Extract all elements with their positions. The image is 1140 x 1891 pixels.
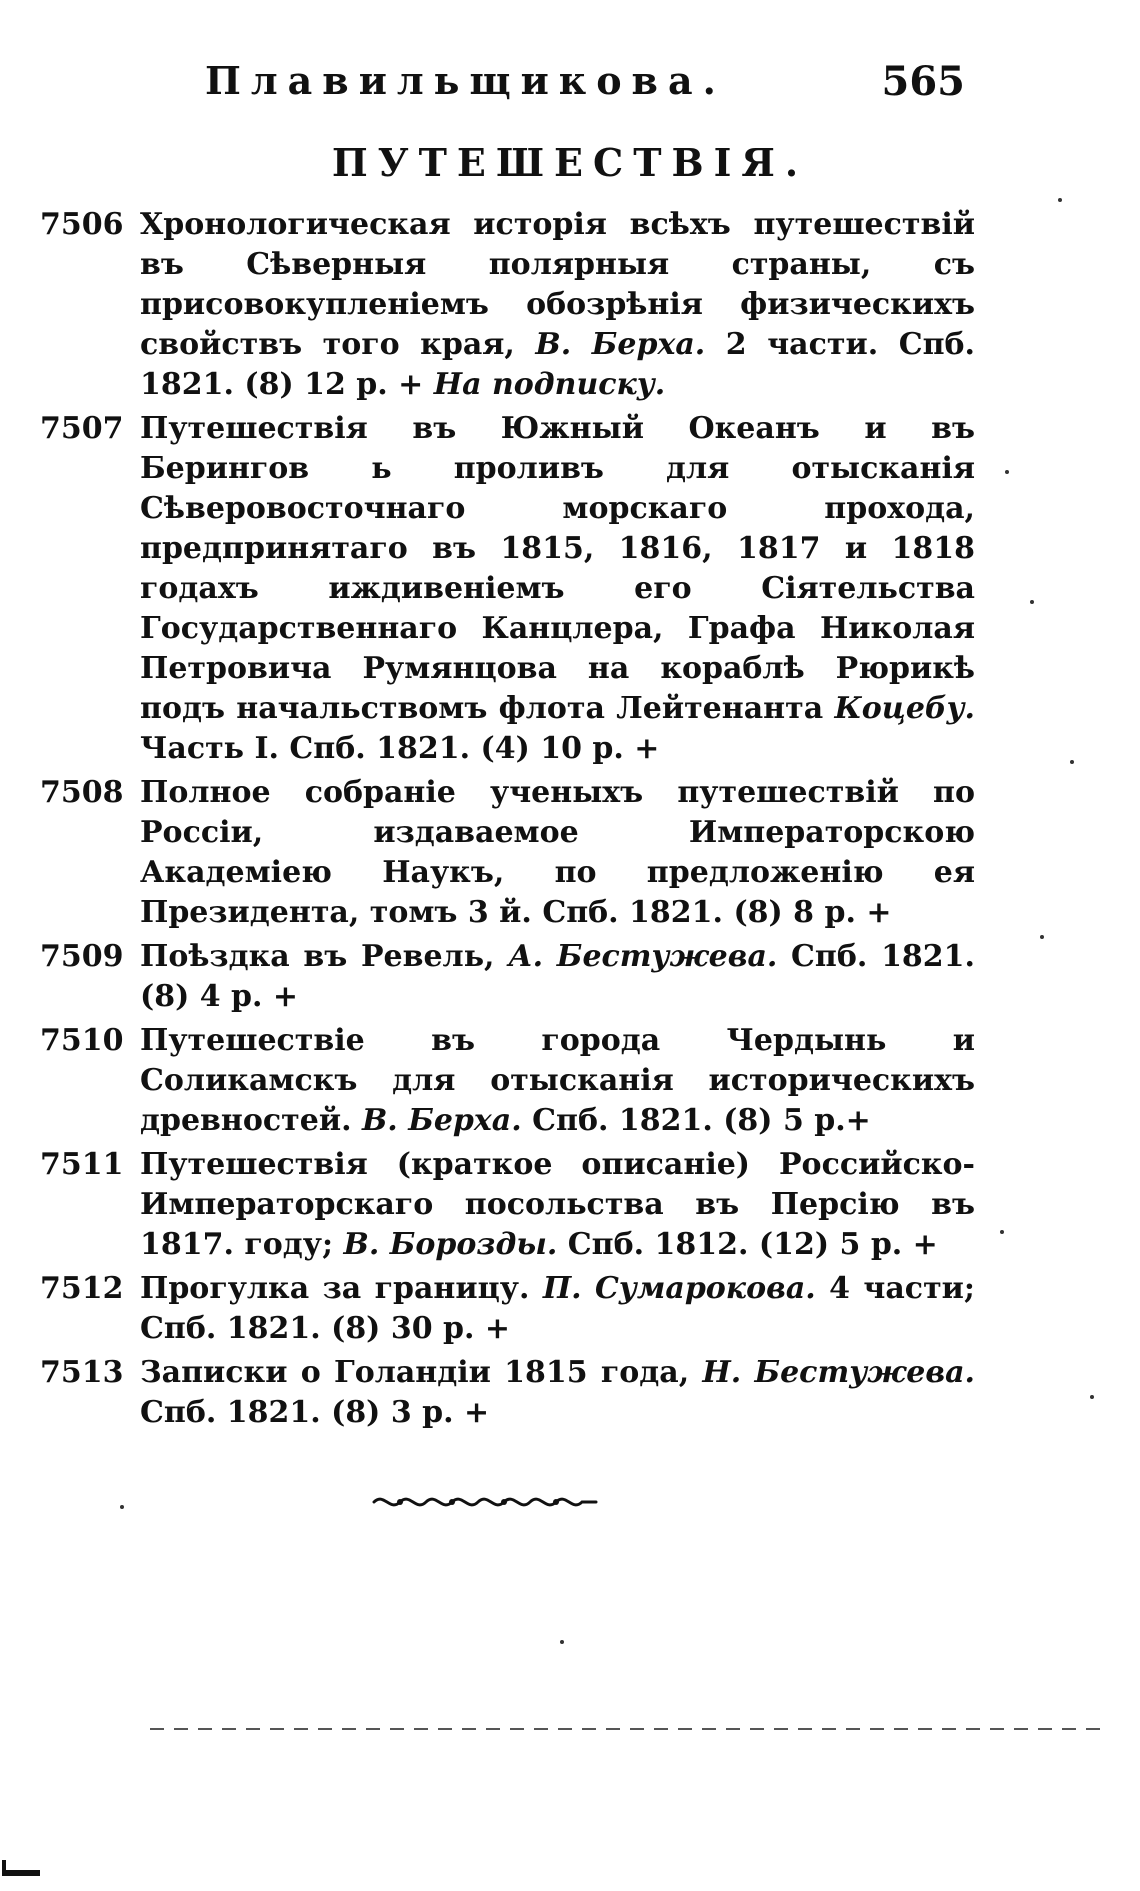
entry-number: 7510 [40, 1023, 124, 1058]
entry-text [140, 937, 975, 1017]
section-title: ПУТЕШЕСТВІЯ. [331, 140, 809, 185]
catalog-entry [40, 409, 975, 769]
catalog-entry [40, 1021, 975, 1141]
entry-details: 2 части. Спб. 1821. (8) 12 р. + [140, 327, 975, 402]
entry-title: Полное собраніе ученыхъ путешествій по Россіи, издаваемое Императорскою Академіею Наукъ, по предложенію ея Президента, томъ 3 й. Спб. 1821. (8) 8 р. + [140, 775, 975, 930]
print-speck [1070, 760, 1074, 764]
entry-text [140, 1269, 975, 1349]
entry-title: Прогулка за границу. [140, 1271, 543, 1306]
entry-text [140, 409, 975, 769]
entry-author: А. Бестужева. [508, 939, 778, 974]
entry-text [140, 1021, 975, 1141]
entry-author: П. Сумарокова. [542, 1271, 816, 1306]
catalog-entry [40, 937, 975, 1017]
print-speck [1040, 935, 1044, 939]
catalog-entry [40, 1145, 975, 1265]
entry-title: Записки о Голандіи 1815 года, [140, 1355, 703, 1390]
ornament-divider [370, 1490, 600, 1514]
entry-number: 7509 [40, 939, 124, 974]
entry-details: 4 части; Спб. 1821. (8) 30 р. + [140, 1271, 975, 1346]
entry-title: Хронологическая исторія всѣхъ путешествій въ Сѣверныя полярныя страны, съ присовокупленіемъ обозрѣнія физическихъ свойствъ того края, [140, 207, 975, 362]
entry-title: Путешествія (краткое описаніе) Российско-Императорскаго посольства въ Персію въ 1817. году; [140, 1147, 975, 1262]
print-speck [1090, 1395, 1094, 1399]
entry-number: 7506 [40, 207, 124, 242]
entry-title: Путешествія въ Южный Океанъ и въ Берингов ь проливъ для отысканія Сѣверовосточнаго морскаго прохода, предпринятаго въ 1815, 1816, 1817 и 1818 годахъ иждивеніемъ его Сіятельства Государственнаго Канцлера, Графа Николая Петровича Румянцова на кораблѣ Рюрикѣ подъ начальствомъ флота Лейтенанта [140, 411, 975, 726]
entry-details: Спб. 1821. (8) 4 р. + [140, 939, 976, 1014]
corner-print-mark [0, 1858, 42, 1878]
print-speck [560, 1640, 564, 1644]
page-ruler-dashes [150, 1722, 1110, 1736]
entry-number: 7507 [40, 411, 124, 446]
entry-details: Спб. 1821. (8) 5 р.+ [521, 1103, 871, 1138]
entry-text [140, 1145, 975, 1265]
entry-author: В. Борозды. [343, 1227, 558, 1262]
entry-author: Н. Бестужева. [702, 1355, 975, 1390]
print-speck [120, 1505, 124, 1509]
entry-author: В. Берха. [361, 1103, 522, 1138]
entry-number: 7513 [40, 1355, 124, 1390]
entry-text [140, 773, 975, 933]
entry-number: 7512 [40, 1271, 124, 1306]
catalog-entry [40, 205, 975, 405]
entry-author: В. Берха. [535, 327, 706, 362]
entry-text [140, 205, 975, 405]
entry-title: Путешествіе въ города Чердынь и Соликамскъ для отысканія историческихъ древностей. [140, 1023, 975, 1138]
entry-text [140, 1353, 975, 1433]
entry-title: Поѣздка въ Ревель, [140, 939, 509, 974]
print-speck [1005, 470, 1009, 474]
entry-details: Часть I. Спб. 1821. (4) 10 р. + [140, 731, 660, 766]
catalog-entry [40, 1353, 975, 1433]
entry-number: 7511 [40, 1147, 124, 1182]
running-header [205, 58, 965, 118]
catalog-entry [40, 1269, 975, 1349]
print-speck [1000, 1230, 1004, 1234]
entry-number: 7508 [40, 775, 124, 810]
entry-details: Спб. 1821. (8) 3 р. + [140, 1395, 490, 1430]
catalog-entry [40, 773, 975, 933]
entry-author: Коцебу. [834, 691, 975, 726]
entry-details: Спб. 1812. (12) 5 р. + [557, 1227, 938, 1262]
page-number: 565 [881, 58, 965, 105]
entry-note: На подписку. [433, 367, 666, 402]
print-speck [1030, 600, 1034, 604]
running-title: Плавильщикова. [205, 58, 726, 103]
print-speck [1058, 198, 1062, 202]
catalog-entries [40, 205, 975, 1433]
